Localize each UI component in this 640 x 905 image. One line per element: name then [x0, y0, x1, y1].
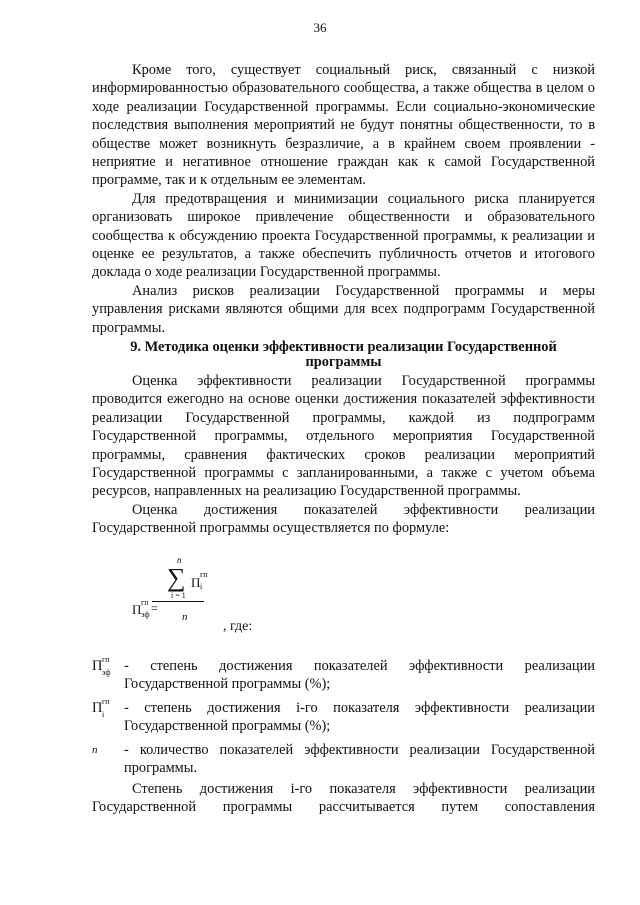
def-symbol: n [92, 744, 98, 756]
paragraph: Кроме того, существует социальный риск, связанный с низкой информированностью образовательного сообщества, а также общества в целом о ходе реализации Государственной программы. Если социально-экономические последствия выполнения мероприятий не будут понятны общественности, то в обществе может возникнуть безразличие, а в крайнем своем проявлении - неприятие и негативное отношение граждан как к самой Государственной программе, так и к отдельным ее элементам. [92, 62, 595, 189]
formula-sum-top: n [177, 555, 182, 565]
fraction-line [152, 601, 204, 602]
formula-lhs-sup: гп [141, 598, 149, 607]
def-symbol-sup: гп [102, 697, 110, 706]
formula-sum-bottom: i = 1 [171, 591, 186, 600]
body-text-mid [92, 372, 595, 538]
formula-term-sub: i [200, 582, 203, 591]
formula-where: , где: [223, 619, 253, 634]
sum-sign-icon: ∑ [167, 563, 186, 592]
formula-lhs: П [132, 602, 142, 617]
def-text: - степень достижения показателей эффективности реализации Государственной программы (%); [124, 658, 595, 693]
paragraph: Оценка эффективности реализации Государственной программы проводится ежегодно на основе оценки достижения показателей эффективности реализации Государственной программы, каждой из подпрограмм Государственной программы, отдельного мероприятия Государственной программы, сравнения фактических сроков реализации мероприятий Государственной программы с запланированными, а также с учетом объема ресурсов, направленных на реализацию Государственной программы. [92, 373, 595, 500]
def-text: - количество показателей эффективности реализации Государственной программы. [124, 742, 595, 777]
def-symbol: П [92, 700, 103, 716]
paragraph: Анализ рисков реализации Государственной программы и меры управления рисками являются общими для всех подпрограмм Государственной программы. [92, 282, 595, 336]
body-text-bottom [92, 780, 595, 817]
formula-equals: = [151, 601, 158, 615]
definition-2 [92, 699, 595, 736]
definition-1 [92, 657, 595, 694]
paragraph: Оценка достижения показателей эффективности реализации Государственной программы осуществляется по формуле: [92, 501, 595, 537]
paragraph: Степень достижения i-го показателя эффективности реализации Государственной программы рассчитывается путем сопоставления [92, 781, 595, 816]
def-symbol: П [92, 658, 103, 674]
formula-lhs-sub: эф [141, 610, 150, 619]
definition-3 [92, 741, 595, 778]
def-symbol-sub: эф [102, 668, 111, 677]
formula-term-sup: гп [200, 570, 208, 579]
formula-denominator: n [182, 611, 188, 623]
section-heading: 9. Методика оценки эффективности реализации Государственной программы [130, 339, 557, 370]
def-symbol-sup: гп [102, 655, 110, 664]
body-text-top [92, 61, 595, 337]
formula-term: П [191, 575, 201, 590]
def-text: - степень достижения i-го показателя эффективности реализации Государственной программы (%); [124, 700, 595, 735]
paragraph: Для предотвращения и минимизации социального риска планируется организовать широкое привлечение общественности и образовательного сообщества к обсуждению проекта Государственной программы, к реализации и оценке ее результатов, а также обеспечить публичность отчетов и итогового доклада о ходе реализации Государственной программы. [92, 190, 595, 281]
page-number: 36 [313, 20, 327, 35]
def-symbol-sub: i [102, 710, 105, 719]
